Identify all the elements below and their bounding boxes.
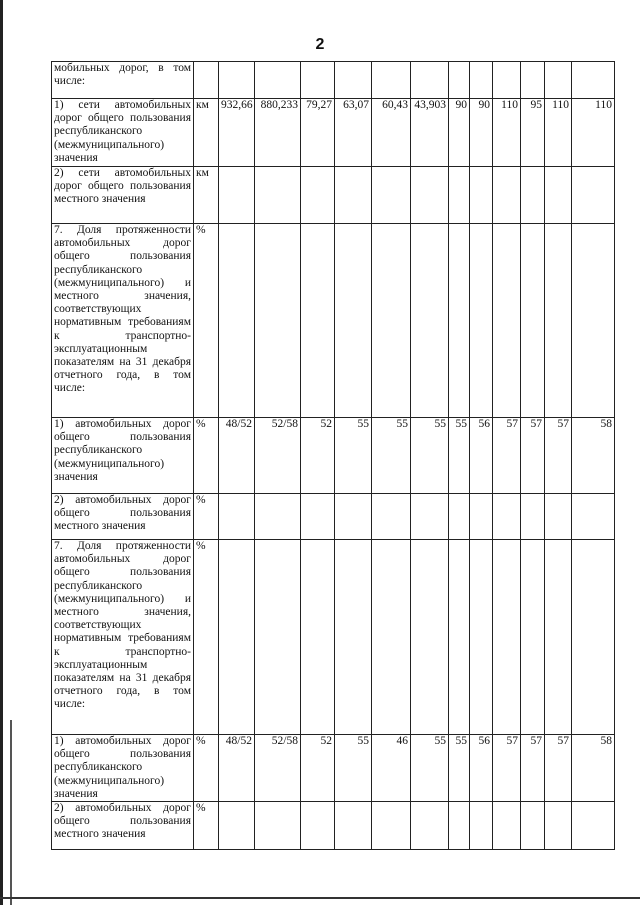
indicator-value [449,540,470,735]
indicator-value [572,62,615,99]
table-row [52,540,615,735]
indicator-value [493,224,521,418]
indicator-value: 55 [372,418,411,494]
indicator-value [545,224,572,418]
indicator-value [545,494,572,540]
indicator-value [219,494,255,540]
indicator-value [545,62,572,99]
indicator-description: 1) автомобильных дорог общего пользования республиканского (межмуниципального) значения [52,418,194,494]
indicator-value [219,62,255,99]
indicator-description: 7. Доля протяженности автомобильных дорог общего пользования республиканского (межмуниципального) и местного значения, соответствующих нормативным требованиям к транспортно-эксплуатационным показателям на 31 декабря отчетного года, в том числе: [52,224,194,418]
indicator-value [572,802,615,850]
indicator-value [301,62,335,99]
indicator-value [521,167,545,224]
indicator-value [255,494,301,540]
indicator-value [493,62,521,99]
table-row [52,99,615,167]
indicator-unit: % [194,540,219,735]
indicator-value [219,802,255,850]
indicator-value: 55 [335,735,372,802]
indicator-value: 90 [449,99,470,167]
indicator-value: 60,43 [372,99,411,167]
indicator-value [521,224,545,418]
indicator-value [372,540,411,735]
indicator-value [545,540,572,735]
indicator-unit: % [194,418,219,494]
table-row [52,62,615,99]
indicator-value [372,224,411,418]
indicator-value: 55 [335,418,372,494]
indicator-value [521,494,545,540]
indicator-value: 55 [449,418,470,494]
indicator-value [372,494,411,540]
indicator-value [449,167,470,224]
indicator-value [449,62,470,99]
scan-left-edge [0,0,3,905]
indicator-value [255,802,301,850]
indicator-value: 52/58 [255,418,301,494]
indicator-value [572,224,615,418]
indicator-unit: % [194,494,219,540]
indicator-value: 52/58 [255,735,301,802]
table-row [52,418,615,494]
indicator-value [301,224,335,418]
indicator-value [372,802,411,850]
indicator-value [470,167,493,224]
indicator-unit: % [194,735,219,802]
indicator-value [411,62,449,99]
page-number: 2 [315,36,325,53]
indicator-value [301,540,335,735]
indicator-value [470,494,493,540]
indicator-value: 57 [521,735,545,802]
indicator-value: 57 [493,735,521,802]
indicator-value [572,167,615,224]
indicator-value [545,167,572,224]
indicator-value [493,540,521,735]
indicator-unit: % [194,802,219,850]
indicator-value [219,224,255,418]
indicator-unit: км [194,99,219,167]
indicator-value: 58 [572,735,615,802]
indicator-value [493,802,521,850]
table-row [52,494,615,540]
indicator-value: 55 [411,418,449,494]
indicator-value: 57 [545,418,572,494]
indicator-value: 52 [301,418,335,494]
indicator-value: 110 [493,99,521,167]
indicator-value [449,494,470,540]
indicator-value [255,62,301,99]
indicator-value: 110 [545,99,572,167]
indicator-value [470,540,493,735]
indicator-value [411,494,449,540]
table-row [52,802,615,850]
indicator-value [411,540,449,735]
indicator-value: 43,903 [411,99,449,167]
indicator-unit [194,62,219,99]
indicator-value [411,224,449,418]
indicator-value: 48/52 [219,735,255,802]
table-row [52,167,615,224]
indicator-value [449,224,470,418]
indicator-value: 90 [470,99,493,167]
indicator-value [219,540,255,735]
indicator-description: мобильных дорог, в том числе: [52,62,194,99]
indicator-value: 57 [545,735,572,802]
indicator-value: 58 [572,418,615,494]
indicator-value: 57 [493,418,521,494]
indicator-value: 56 [470,418,493,494]
indicator-description: 1) автомобильных дорог общего пользования республиканского (межмуниципального) значения [52,735,194,802]
indicator-value [372,167,411,224]
indicator-value [255,167,301,224]
indicator-value [411,167,449,224]
indicator-value [470,802,493,850]
indicator-value [521,802,545,850]
indicator-value: 52 [301,735,335,802]
indicator-value [255,224,301,418]
scan-left-shadow [10,720,12,905]
indicators-table [51,61,615,850]
indicator-unit: % [194,224,219,418]
indicator-value: 79,27 [301,99,335,167]
indicator-description: 2) автомобильных дорог общего пользования местного значения [52,494,194,540]
indicator-value [493,494,521,540]
indicator-value [335,167,372,224]
indicator-value [219,167,255,224]
indicator-value [335,540,372,735]
indicator-value [449,802,470,850]
indicator-value [521,62,545,99]
indicator-value: 55 [449,735,470,802]
indicator-value: 48/52 [219,418,255,494]
indicator-value [470,62,493,99]
indicator-value [572,540,615,735]
indicator-value: 110 [572,99,615,167]
indicator-description: 7. Доля протяженности автомобильных дорог общего пользования республиканского (межмуниципального) и местного значения, соответствующих нормативным требованиям к транспортно-эксплуатационным показателям на 31 декабря отчетного года, в том числе: [52,540,194,735]
indicator-value [521,540,545,735]
indicator-value: 95 [521,99,545,167]
indicator-value [301,494,335,540]
indicator-description: 1) сети автомобильных дорог общего пользования республиканского (межмуниципального) значения [52,99,194,167]
indicator-value: 880,233 [255,99,301,167]
indicator-value [372,62,411,99]
indicator-value: 56 [470,735,493,802]
indicator-unit: км [194,167,219,224]
indicator-description: 2) сети автомобильных дорог общего пользования местного значения [52,167,194,224]
table-row [52,735,615,802]
indicator-value: 932,66 [219,99,255,167]
table-row [52,224,615,418]
indicator-description: 2) автомобильных дорог общего пользования местного значения [52,802,194,850]
indicator-value [335,802,372,850]
indicator-value [301,802,335,850]
indicator-value [493,167,521,224]
scan-bottom-edge [0,897,640,899]
indicator-value [335,494,372,540]
indicator-value: 57 [521,418,545,494]
indicator-value: 55 [411,735,449,802]
indicator-value: 63,07 [335,99,372,167]
indicator-value [335,224,372,418]
indicator-value [545,802,572,850]
indicator-value [572,494,615,540]
indicator-value [255,540,301,735]
indicator-value [470,224,493,418]
indicator-value [301,167,335,224]
indicator-value: 46 [372,735,411,802]
indicator-value [411,802,449,850]
indicator-value [335,62,372,99]
